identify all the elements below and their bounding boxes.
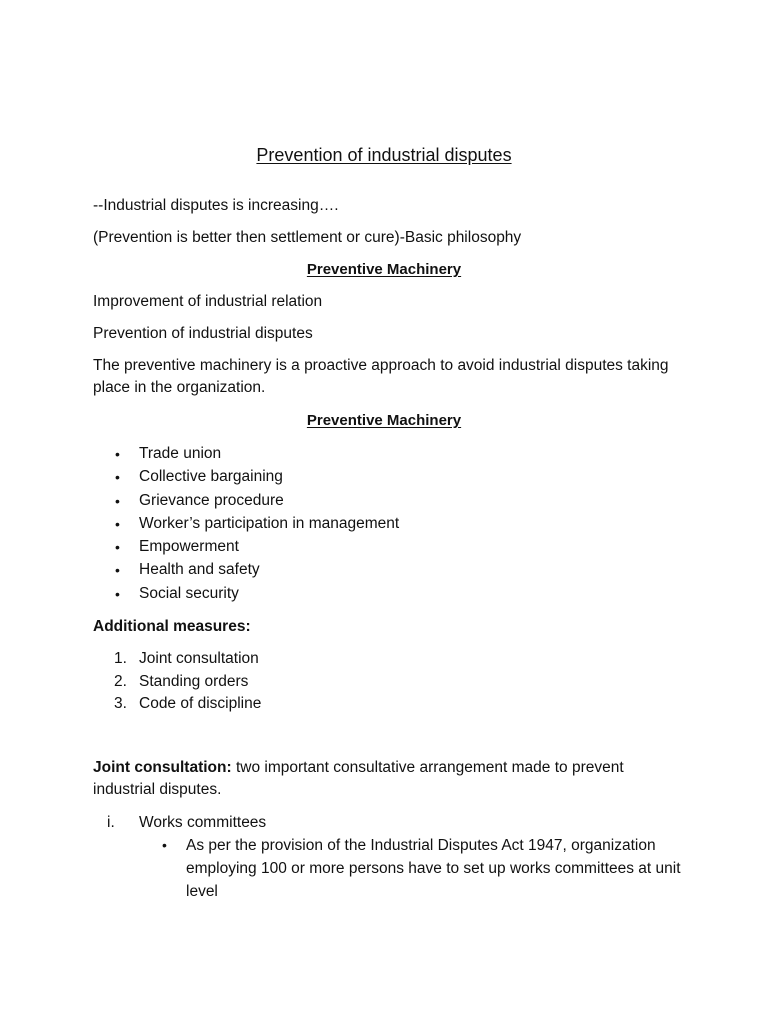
paragraph-improvement: Improvement of industrial relation <box>93 293 323 310</box>
additional-measures-heading: Additional measures: <box>93 618 251 635</box>
list-roman-numeral: i. <box>107 814 115 831</box>
list-number: 2. <box>114 672 127 690</box>
intro-line-1: --Industrial disputes is increasing…. <box>93 197 339 214</box>
list-item: • Worker’s participation in management <box>139 513 399 536</box>
paragraph-proactive-approach: The preventive machinery is a proactive approach to avoid industrial disputes taking place in the organization. <box>93 357 669 396</box>
works-committees-detail-list <box>162 834 686 903</box>
joint-consultation-label: Joint consultation: <box>93 759 232 776</box>
list-item: • Empowerment <box>139 536 399 559</box>
list-item: • Trade union <box>139 443 399 466</box>
list-number: 3. <box>114 695 127 712</box>
section-heading-preventive-machinery-1: Preventive Machinery <box>306 261 462 278</box>
list-item: • As per the provision of the Industrial Disputes Act 1947, organization employing 100 or more persons have to set up works committees at unit level <box>186 834 686 903</box>
list-item: • Health and safety <box>139 559 399 582</box>
list-item: 2. Standing orders <box>139 671 261 694</box>
preventive-machinery-list <box>115 443 400 606</box>
list-number: 1. <box>114 650 127 667</box>
list-item: • Social security <box>139 583 399 606</box>
list-item: i. Works committees <box>139 812 266 835</box>
list-item: 3. Code of discipline <box>139 693 261 716</box>
bullet-icon: • <box>115 539 120 556</box>
joint-consultation-paragraph <box>93 757 683 801</box>
bullet-icon: • <box>115 562 120 579</box>
joint-consultation-text: two important consultative arrangement made to prevent industrial disputes. <box>93 759 624 798</box>
list-item: 1. Joint consultation <box>139 648 261 671</box>
bullet-icon: • <box>115 492 120 509</box>
bullet-icon: • <box>115 469 120 486</box>
list-item: • Grievance procedure <box>139 490 399 513</box>
joint-consultation-list <box>107 812 267 835</box>
intro-line-2: (Prevention is better then settlement or cure)-Basic philosophy <box>93 229 522 246</box>
paragraph-prevention: Prevention of industrial disputes <box>93 325 313 342</box>
bullet-icon: • <box>115 515 120 532</box>
additional-measures-list <box>114 648 262 716</box>
list-item: • Collective bargaining <box>139 466 399 489</box>
section-heading-preventive-machinery-2: Preventive Machinery <box>306 412 462 429</box>
document-title: Prevention of industrial disputes <box>256 145 512 165</box>
bullet-icon: • <box>162 837 167 853</box>
bullet-icon: • <box>115 446 120 462</box>
bullet-icon: • <box>115 585 120 602</box>
